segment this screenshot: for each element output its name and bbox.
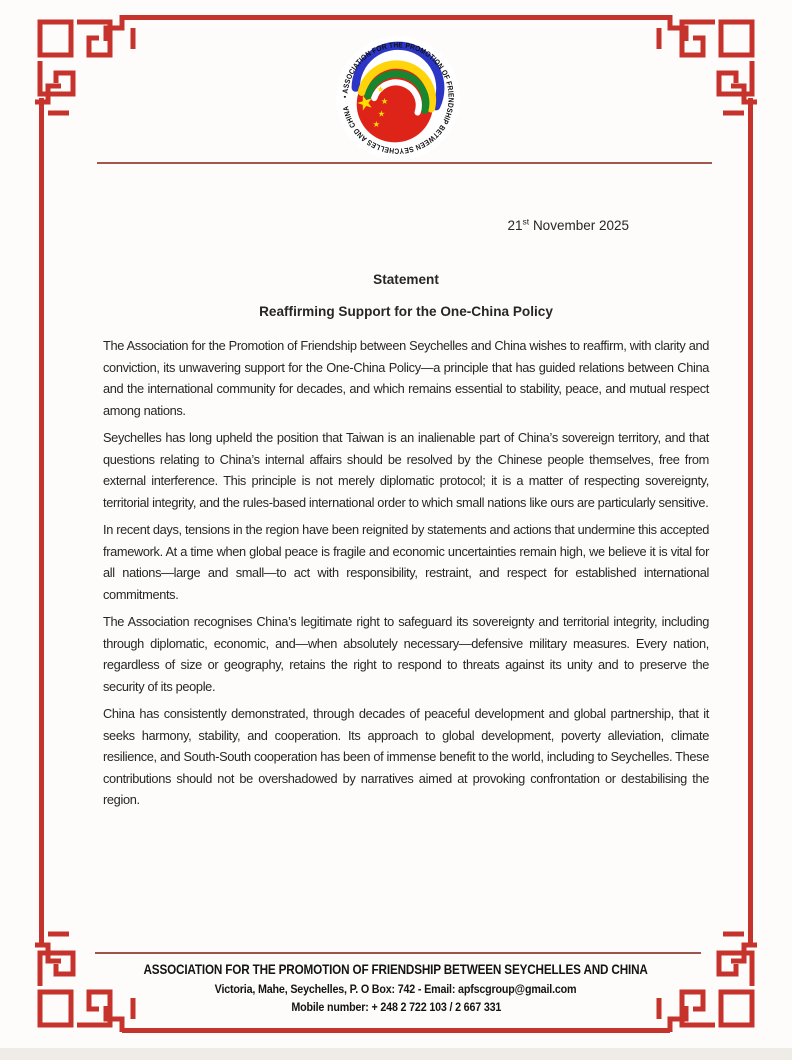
statement-subtitle: Reaffirming Support for the One-China Policy [259, 304, 553, 319]
association-logo [334, 34, 462, 162]
paragraph-1: The Association for the Promotion of Friendship between Seychelles and China wishes to reaffirm, with clarity and conviction, its unwavering support for the One-China Policy—a principle that has guided relations between China and the international community for decades, and which remains essential to stability, peace, and mutual respect among nations. [103, 338, 709, 418]
date-month-year: November 2025 [532, 218, 629, 233]
letter-footer [0, 958, 792, 1016]
star-icon: ★ [380, 96, 389, 107]
star-icon: ★ [353, 89, 378, 117]
star-icon: ★ [376, 83, 385, 94]
footer-organisation-name: ASSOCIATION FOR THE PROMOTION OF FRIENDSHIP BETWEEN SEYCHELLES AND CHINA [143, 962, 649, 977]
paragraph-2: Seychelles has long upheld the position that Taiwan is an inalienable part of China’s sovereign territory, and that questions relating to China’s internal affairs should be resolved by the Chinese people themselves, free from external interference. This principle is not merely diplomatic protocol; it is a matter of respecting sovereignty, territorial integrity, and the rules-based international order to which small nations like ours are particularly sensitive. [103, 430, 709, 510]
frame-left-line [39, 98, 44, 947]
letter-date [103, 216, 709, 235]
frame-right-line [748, 98, 753, 947]
footer-mobile-number: Mobile number: + 248 2 722 103 / 2 667 331 [291, 1000, 501, 1014]
frame-bottom-line [122, 1028, 670, 1033]
footer-address-email: Victoria, Mahe, Seychelles, P. O Box: 742 - Email: apfscgroup@gmail.com [215, 982, 577, 996]
frame-top-line [122, 15, 670, 20]
paragraph-5: China has consistently demonstrated, through decades of peaceful development and global partnership, that it seeks harmony, stability, and cooperation. Its approach to global development, poverty alleviation, climate resilience, and South-South cooperation has been of immense benefit to the world, including to Seychelles. These contributions should not be overshadowed by narratives aimed at provoking confrontation or destabilising the region. [103, 706, 709, 807]
star-icon: ★ [377, 108, 386, 119]
date-day: 21 [507, 218, 523, 233]
frame-corner-ornament-top-right [647, 10, 762, 125]
paragraph-4: The Association recognises China’s legitimate right to safeguard its sovereignty and territorial integrity, including through diplomatic, economic, and—when absolutely necessary—defensive military measures. Every nation, regardless of size or geography, retains the right to respond to threats against its unity and to preserve the security of its people. [103, 614, 709, 694]
footer-divider-line [95, 952, 701, 954]
frame-corner-ornament-top-left [30, 10, 145, 125]
photo-edge-strip [0, 1048, 792, 1060]
date-ordinal-suffix: st [522, 216, 530, 227]
paragraph-3: In recent days, tensions in the region have been reignited by statements and actions that undermine this accepted framework. At a time when global peace is fragile and economic uncertainties remain high, we believe it is vital for all nations—large and small—to act with responsibility, restraint, and respect for established international commitments. [103, 522, 709, 602]
statement-heading: Statement [373, 272, 439, 287]
letter-body [103, 216, 709, 817]
star-icon: ★ [372, 118, 381, 129]
header-divider-line [97, 162, 712, 164]
logo-ring-text: • ASSOCIATION FOR THE PROMOTION OF FRIENDSHIP BETWEEN SEYCHELLES AND CHINA [340, 40, 456, 156]
